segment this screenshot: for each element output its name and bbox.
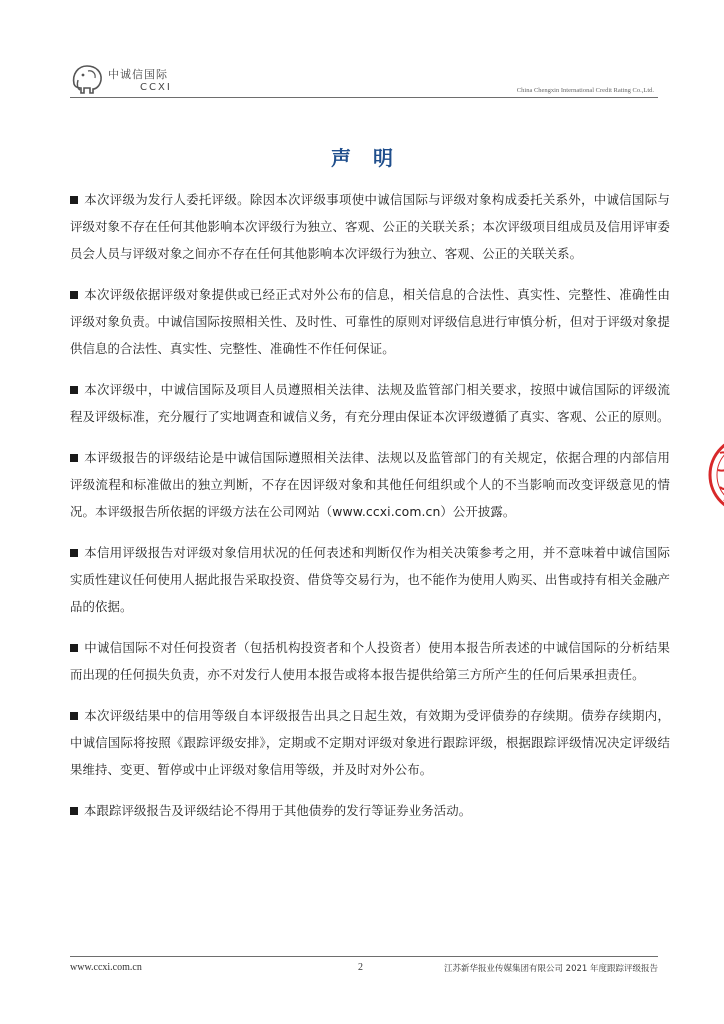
paragraph-text: 本次评级为发行人委托评级。除因本次评级事项使中诚信国际与评级对象构成委托关系外，中诚信国际与评级对象不存在任何其他影响本次评级行为独立、客观、公正的关联关系；本次评级项目组成员及信用评审委员会人员与评级对象之间亦不存在任何其他影响本次评级行为独立、客观、公正的关联关系。 (70, 192, 670, 261)
elephant-logo-icon (70, 62, 106, 96)
statement-body (70, 186, 670, 838)
statement-paragraph (70, 797, 670, 824)
square-bullet-icon (70, 291, 78, 299)
square-bullet-icon (70, 712, 78, 720)
statement-paragraph (70, 634, 670, 688)
footer-divider (70, 956, 658, 957)
statement-paragraph (70, 539, 670, 620)
statement-paragraph (70, 444, 670, 525)
company-english-name: China Chengxin International Credit Rating Co.,Ltd. (516, 87, 654, 94)
page-title: 声明 (331, 146, 415, 170)
company-seal-icon (706, 425, 724, 525)
square-bullet-icon (70, 196, 78, 204)
paragraph-text: 本次评级依据评级对象提供或已经正式对外公布的信息，相关信息的合法性、真实性、完整性、准确性由评级对象负责。中诚信国际按照相关性、及时性、可靠性的原则对评级信息进行审慎分析，但对于评级对象提供信息的合法性、真实性、完整性、准确性不作任何保证。 (70, 287, 670, 356)
square-bullet-icon (70, 807, 78, 815)
paragraph-text: 本评级报告的评级结论是中诚信国际遵照相关法律、法规以及监管部门的有关规定，依据合理的内部信用评级流程和标准做出的独立判断，不存在因评级对象和其他任何组织或个人的不当影响而改变评级意见的情况。本评级报告所依据的评级方法在公司网站（www.ccxi.com.cn）公开披露。 (70, 450, 670, 519)
statement-paragraph (70, 186, 670, 267)
statement-paragraph (70, 281, 670, 362)
square-bullet-icon (70, 454, 78, 462)
paragraph-text: 中诚信国际不对任何投资者（包括机构投资者和个人投资者）使用本报告所表述的中诚信国际的分析结果而出现的任何损失负责，亦不对发行人使用本报告或将本报告提供给第三方所产生的任何后果承担责任。 (70, 640, 670, 682)
logo-english-text: CCXI (140, 82, 172, 93)
footer-report-name: 江苏新华报业传媒集团有限公司 2021 年度跟踪评级报告 (443, 964, 658, 974)
paragraph-text: 本次评级结果中的信用等级自本评级报告出具之日起生效，有效期为受评债券的存续期。债券存续期内，中诚信国际将按照《跟踪评级安排》，定期或不定期对评级对象进行跟踪评级，根据跟踪评级情况决定评级结果维持、变更、暂停或中止评级对象信用等级，并及时对外公布。 (70, 708, 670, 777)
square-bullet-icon (70, 386, 78, 394)
paragraph-text: 本次评级中，中诚信国际及项目人员遵照相关法律、法规及监管部门相关要求，按照中诚信国际的评级流程及评级标准，充分履行了实地调查和诚信义务，有充分理由保证本次评级遵循了真实、客观、公正的原则。 (70, 382, 670, 424)
statement-paragraph (70, 702, 670, 783)
footer-website: www.ccxi.com.cn (70, 962, 142, 973)
paragraph-text: 本跟踪评级报告及评级结论不得用于其他债券的发行等证券业务活动。 (84, 803, 472, 818)
ccxi-logo (70, 62, 180, 98)
statement-paragraph (70, 376, 670, 430)
header-divider (70, 97, 658, 98)
square-bullet-icon (70, 549, 78, 557)
page-number: 2 (358, 962, 363, 973)
logo-chinese-text: 中诚信国际 (108, 68, 168, 81)
page-header (70, 62, 658, 98)
square-bullet-icon (70, 644, 78, 652)
paragraph-text: 本信用评级报告对评级对象信用状况的任何表述和判断仅作为相关决策参考之用，并不意味着中诚信国际实质性建议任何使用人据此报告采取投资、借贷等交易行为，也不能作为使用人购买、出售或持有相关金融产品的依据。 (70, 545, 670, 614)
